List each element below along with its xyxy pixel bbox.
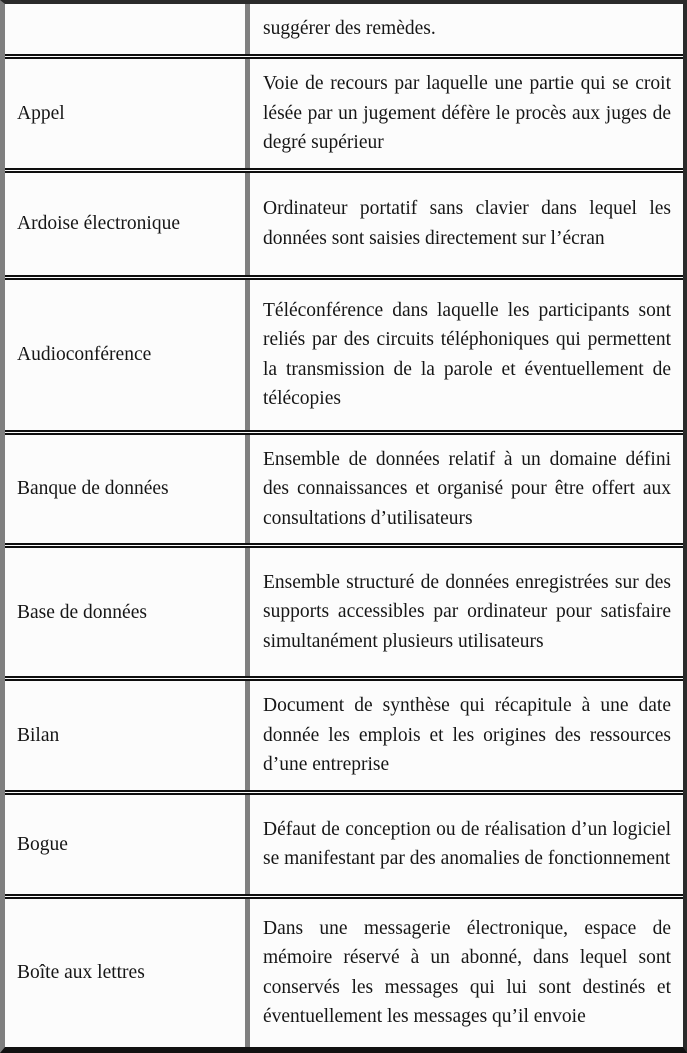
- term-cell: [5, 548, 250, 676]
- table-row: [5, 790, 683, 894]
- term-cell: [5, 173, 250, 275]
- definition-cell: [250, 4, 683, 54]
- term-cell: [5, 435, 250, 544]
- term-text: Base de données: [17, 601, 147, 623]
- definition-cell: [250, 435, 683, 544]
- term-cell: [5, 795, 250, 894]
- term-text: Banque de données: [17, 478, 169, 500]
- term-text: Appel: [17, 102, 65, 124]
- table-row: [5, 275, 683, 430]
- term-cell: [5, 681, 250, 790]
- table-row: [5, 676, 683, 790]
- definition-text: Ensemble de données relatif à un domaine défini des connaissances et organisé pour être offert aux consultations d’utilisateurs: [263, 448, 671, 529]
- table-row: [5, 894, 683, 1047]
- definition-cell: [250, 280, 683, 430]
- definition-text: suggérer des remèdes.: [263, 18, 436, 40]
- term-text: Audioconférence: [17, 344, 152, 365]
- definition-text: Document de synthèse qui récapitule à une date donnée les emplois et les origines des ressources d’une entreprise: [263, 695, 671, 775]
- term-text: Bilan: [17, 724, 60, 746]
- definition-cell: [250, 681, 683, 790]
- definition-cell: [250, 59, 683, 168]
- definition-text: Ordinateur portatif sans clavier dans lequel les données sont saisies directement sur l’écran: [263, 198, 671, 249]
- definition-cell: [250, 548, 683, 676]
- table-row: [5, 168, 683, 275]
- term-cell: [5, 4, 250, 54]
- term-cell: [5, 59, 250, 168]
- definition-text: Téléconférence dans laquelle les participants sont reliés par des circuits téléphoniques qui permettent la transmission de la parole et éventuellement de télécopies: [263, 299, 671, 409]
- definition-cell: [250, 795, 683, 894]
- definition-text: Défaut de conception ou de réalisation d’un logiciel se manifestant par des anomalies de fonctionnement: [263, 818, 671, 869]
- term-cell: [5, 899, 250, 1047]
- table-row: [5, 430, 683, 544]
- definition-cell: [250, 173, 683, 275]
- term-text: Boîte aux lettres: [17, 962, 145, 983]
- term-text: Bogue: [17, 833, 68, 855]
- definition-text: Ensemble structuré de données enregistrées sur des supports accessibles par ordinateur pour satisfaire simultanément plusieurs utilisateurs: [263, 571, 671, 652]
- definition-text: Voie de recours par laquelle une partie qui se croit lésée par un jugement défère le procès aux juges de degré supérieur: [263, 73, 671, 153]
- definition-cell: [250, 899, 683, 1047]
- table-row: [5, 54, 683, 168]
- definition-text: Dans une messagerie électronique, espace de mémoire réservé à un abonné, dans lequel sont conservés les messages qui lui sont destinés et éventuellement les messages qu’il envoie: [263, 917, 671, 1027]
- table-row: [5, 4, 683, 54]
- term-text: Ardoise électronique: [17, 213, 180, 234]
- table-row: [5, 543, 683, 676]
- term-cell: [5, 280, 250, 430]
